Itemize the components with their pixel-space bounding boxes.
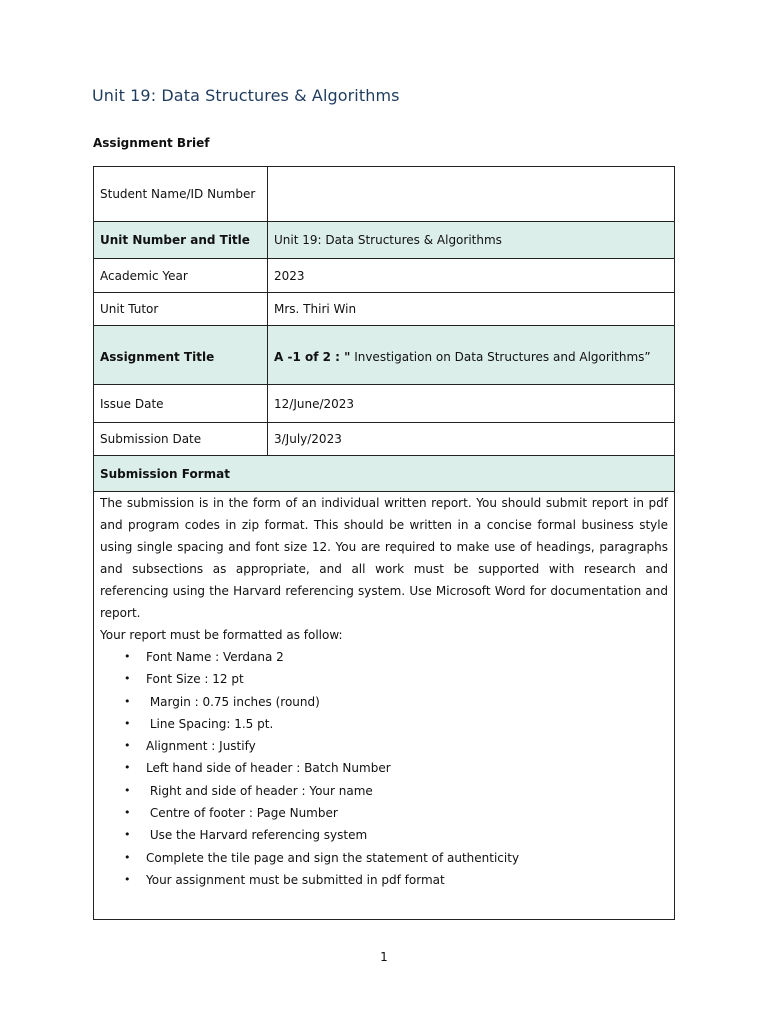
list-item — [100, 713, 668, 735]
bullet: • — [124, 694, 131, 708]
list-item-text: Right and side of header : Your name — [146, 783, 373, 798]
list-item-text: Alignment : Justify — [146, 739, 256, 754]
bullet: • — [124, 806, 131, 820]
assignment-code: A -1 of 2 : " — [274, 350, 351, 364]
list-item-text: Line Spacing: 1.5 pt. — [146, 716, 274, 731]
list-item — [100, 869, 668, 891]
unit-label: Unit Number and Title — [94, 222, 268, 259]
list-item-text: Margin : 0.75 inches (round) — [146, 694, 320, 709]
assignment-value — [268, 326, 675, 385]
student-label: Student Name/ID Number — [94, 167, 268, 222]
format-list — [100, 646, 668, 891]
list-item-text: Font Name : Verdana 2 — [146, 650, 284, 664]
row-submission-body — [94, 492, 675, 920]
bullet: • — [124, 650, 131, 663]
list-item — [100, 735, 668, 757]
submission-intro: Your report must be formatted as follow: — [100, 628, 343, 642]
row-issue — [94, 385, 675, 423]
unit-heading: Unit 19: Data Structures & Algorithms — [92, 86, 400, 105]
list-item-text: Use the Harvard referencing system — [146, 828, 368, 843]
row-tutor — [94, 293, 675, 326]
year-value: 2023 — [268, 259, 675, 293]
list-item-text: Left hand side of header : Batch Number — [146, 761, 391, 776]
unit-value: Unit 19: Data Structures & Algorithms — [268, 222, 675, 259]
bullet: • — [124, 850, 131, 864]
row-submission-format — [94, 456, 675, 492]
row-student — [94, 167, 675, 222]
list-item — [100, 646, 668, 668]
bullet: • — [124, 761, 131, 775]
list-item-text: Font Size : 12 pt — [146, 672, 244, 687]
assignment-label: Assignment Title — [94, 326, 268, 385]
student-value — [268, 167, 675, 222]
submission-format-body — [94, 492, 675, 920]
assignment-title-text: Investigation on Data Structures and Algorithms” — [350, 350, 651, 364]
list-item — [100, 691, 668, 713]
submission-date-value: 3/July/2023 — [268, 423, 675, 456]
assignment-brief-table — [93, 166, 675, 920]
year-label: Academic Year — [94, 259, 268, 293]
bullet: • — [124, 828, 131, 842]
row-unit — [94, 222, 675, 259]
list-item-text: Your assignment must be submitted in pdf format — [146, 872, 445, 887]
list-item — [100, 757, 668, 779]
list-item-text: Complete the tile page and sign the statement of authenticity — [146, 850, 520, 865]
list-item — [100, 802, 668, 824]
row-year — [94, 259, 675, 293]
bullet: • — [124, 783, 131, 797]
row-assignment — [94, 326, 675, 385]
list-item — [100, 824, 668, 846]
list-item-text: Centre of footer : Page Number — [146, 806, 338, 821]
tutor-label: Unit Tutor — [94, 293, 268, 326]
page-number: 1 — [380, 950, 388, 964]
list-item — [100, 847, 668, 869]
list-item — [100, 668, 668, 690]
bullet: • — [124, 716, 131, 730]
list-item — [100, 780, 668, 802]
bullet: • — [124, 739, 131, 753]
submission-date-label: Submission Date — [94, 423, 268, 456]
issue-label: Issue Date — [94, 385, 268, 423]
issue-value: 12/June/2023 — [268, 385, 675, 423]
submission-paragraph: The submission is in the form of an individual written report. You should submit report in pdf and program codes in zip format. This should be written in a concise formal business style using single spacing and font size 12. You are required to make use of headings, paragraphs and subsections as appropriate, and all work must be supported with research and referencing using the Harvard referencing system. Use Microsoft Word for documentation and report. — [100, 496, 668, 620]
bullet: • — [124, 872, 131, 886]
tutor-value: Mrs. Thiri Win — [268, 293, 675, 326]
submission-format-heading: Submission Format — [94, 456, 675, 492]
row-submission-date — [94, 423, 675, 456]
assignment-brief-heading: Assignment Brief — [93, 136, 210, 150]
bullet: • — [124, 672, 131, 686]
